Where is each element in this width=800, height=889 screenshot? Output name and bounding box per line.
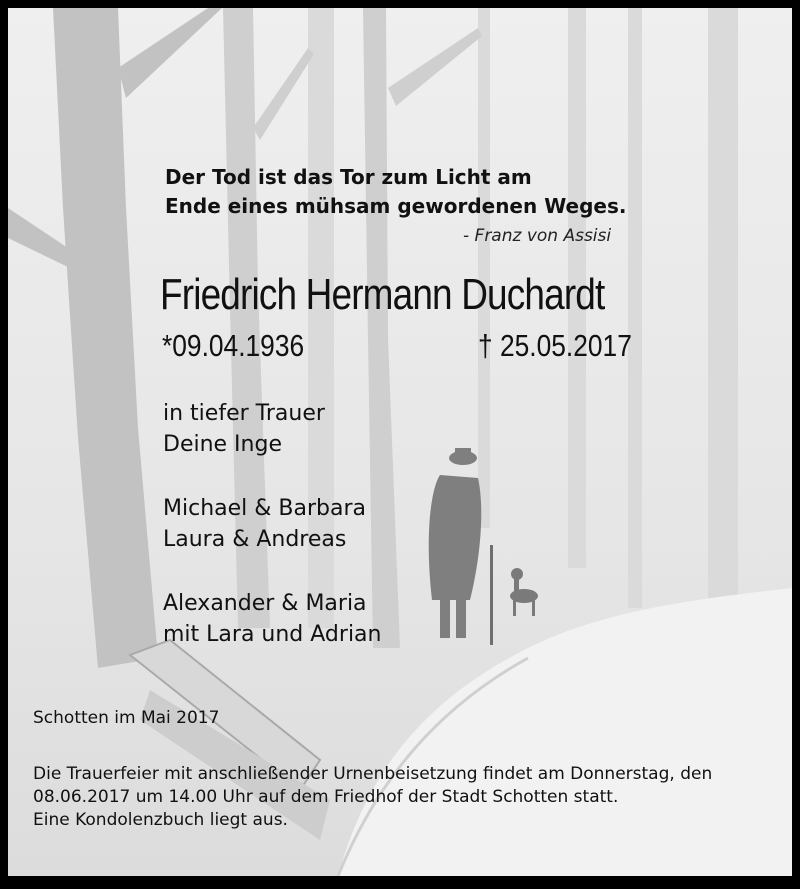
mourners-list [163, 398, 381, 650]
quote [165, 163, 627, 221]
deceased-name: Friedrich Hermann Duchardt [160, 270, 605, 319]
quote-line: Der Tod ist das Tor zum Licht am [165, 165, 532, 189]
quote-line: Ende eines mühsam gewordenen Weges. [165, 194, 627, 218]
spacer [163, 555, 381, 588]
obituary-card [8, 8, 792, 876]
birth-date: *09.04.1936 [162, 328, 305, 363]
info-line: Die Trauerfeier mit anschließender Urnenbeisetzung findet am Donnerstag, den [33, 764, 713, 784]
place-date: Schotten im Mai 2017 [33, 708, 220, 728]
mourner-line: in tiefer Trauer [163, 401, 325, 426]
info-line: Eine Kondolenzbuch liegt aus. [33, 810, 288, 830]
funeral-info [33, 763, 712, 832]
mourner-line: Laura & Andreas [163, 527, 347, 552]
info-line: 08.06.2017 um 14.00 Uhr auf dem Friedhof der Stadt Schotten statt. [33, 787, 619, 807]
mourner-line: Michael & Barbara [163, 496, 366, 521]
mourner-line: mit Lara und Adrian [163, 622, 382, 647]
death-date: † 25.05.2017 [478, 328, 632, 363]
mourner-line: Deine Inge [163, 432, 282, 457]
spacer [163, 460, 381, 493]
foggy-park-illustration [8, 8, 792, 876]
mourner-line: Alexander & Maria [163, 591, 367, 616]
quote-author: - Franz von Assisi [463, 226, 612, 246]
